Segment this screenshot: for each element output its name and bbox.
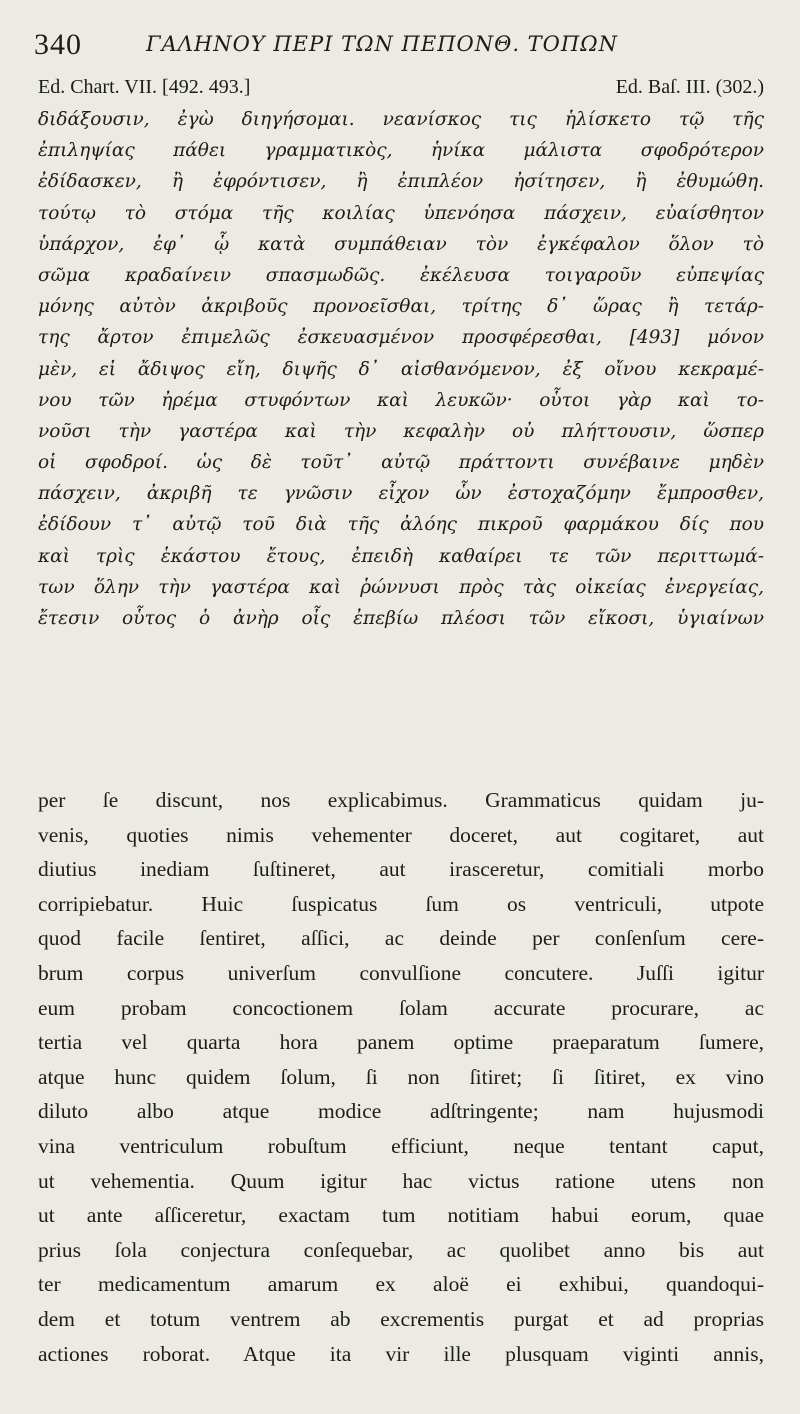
latin-text-line: ut ante aſſiceretur, exactam tum notitiam habui eorum, quae <box>38 1203 764 1228</box>
edition-reference-basel: Ed. Baſ. III. (302.) <box>615 76 764 98</box>
latin-text-block <box>38 783 764 1371</box>
greek-text-line: σῶμα κραδαίνειν σπασμωδῶς. ἐκέλευσα τοιγαροῦν εὐπεψίας <box>38 264 764 286</box>
page-header <box>34 28 764 68</box>
latin-text-line: venis, quoties nimis vehementer doceret, aut cogitaret, aut <box>38 822 764 847</box>
latin-text-line: tertia vel quarta hora panem optime praeparatum ſumere, <box>38 1030 764 1055</box>
edition-reference-chartier: Ed. Chart. VII. [492. 493.] <box>38 76 251 98</box>
latin-text-line: ut vehementia. Quum igitur hac victus ratione utens non <box>38 1168 764 1193</box>
latin-text-line: dem et totum ventrem ab excrementis purgat et ad proprias <box>38 1306 764 1331</box>
greek-text-line: οἱ σφοδροί. ὡς δὲ τοῦτ᾽ αὐτῷ πράττοντι συνέβαινε μηδὲν <box>38 452 764 474</box>
greek-text-block <box>38 104 764 634</box>
edition-reference-row <box>38 76 764 102</box>
greek-text-line: των ὅλην τὴν γαστέρα καὶ ῥώννυσι πρὸς τὰς οἰκείας ἐνεργείας, <box>38 576 764 598</box>
page-number: 340 <box>34 28 82 61</box>
greek-text-line: διδάξουσιν, ἐγὼ διηγήσομαι. νεανίσκος τις ἡλίσκετο τῷ τῆς <box>38 109 764 130</box>
greek-text-line: μὲν, εἰ ἄδιψος εἴη, διψῆς δ᾽ αἰσθανόμενον, ἐξ οἴνου κεκραμέ- <box>38 358 764 380</box>
greek-text-line: καὶ τρὶς ἑκάστου ἔτους, ἐπειδὴ καθαίρει τε τῶν περιττωμά- <box>38 545 764 567</box>
greek-text-line: μόνης αὐτὸν ἀκριβοῦς προνοεῖσθαι, τρίτης δ᾽ ὥρας ἢ τετάρ- <box>38 296 764 318</box>
latin-text-line: eum probam concoctionem ſolam accurate procurare, ac <box>38 995 764 1020</box>
latin-text-line: vina ventriculum robuſtum efficiunt, neque tentant caput, <box>38 1133 764 1158</box>
latin-text-line: actiones roborat. Atque ita vir ille plusquam viginti annis, <box>38 1341 764 1366</box>
latin-text-line: atque hunc quidem ſolum, ſi non ſitiret; ſi ſitiret, ex vino <box>38 1064 764 1089</box>
latin-text-line: per ſe discunt, nos explicabimus. Grammaticus quidam ju- <box>38 788 764 812</box>
greek-text-line: τούτῳ τὸ στόμα τῆς κοιλίας ὑπενόησα πάσχειν, εὐαίσθητον <box>38 202 764 224</box>
greek-text-line: ἔτεσιν οὗτος ὁ ἀνὴρ οἷς ἐπεβίω πλέοσι τῶν εἴκοσι, ὑγιαίνων <box>38 608 764 629</box>
greek-text-line: ἐδίδουν τ᾽ αὐτῷ τοῦ διὰ τῆς ἀλόης πικροῦ φαρμάκου δίς που <box>38 514 764 536</box>
latin-text-line: brum corpus univerſum convulſione concutere. Juſſi igitur <box>38 960 764 985</box>
latin-text-line: diluto albo atque modice adſtringente; nam hujusmodi <box>38 1099 764 1124</box>
greek-text-line: ἐδίδασκεν, ἢ ἐφρόντισεν, ἢ ἐπιπλέον ἠσίτησεν, ἢ ἐθυμώθη. <box>38 171 764 193</box>
greek-text-line: νοῦσι τὴν γαστέρα καὶ τὴν κεφαλὴν οὐ πλήττουσιν, ὥσπερ <box>38 420 764 442</box>
greek-text-line: της ἄρτον ἐπιμελῶς ἐσκευασμένον προσφέρεσθαι, [493] μόνον <box>38 327 764 349</box>
latin-text-line: prius ſola conjectura conſequebar, ac quolibet anno bis aut <box>38 1237 764 1262</box>
greek-text-line: ἐπιληψίας πάθει γραμματικὸς, ἡνίκα μάλιστα σφοδρότερον <box>38 140 764 162</box>
latin-text-line: quod facile ſentiret, aſſici, ac deinde per conſenſum cere- <box>38 926 764 951</box>
greek-text-line: ὑπάρχον, ἐφ᾽ ᾧ κατὰ συμπάθειαν τὸν ἐγκέφαλον ὅλον τὸ <box>38 233 764 255</box>
latin-text-line: ter medicamentum amarum ex aloë ei exhibui, quandoqui- <box>38 1272 764 1297</box>
running-title: ΓΑΛΗΝΟΥ ΠΕΡΙ ΤΩΝ ΠΕΠΟΝΘ. ΤΟΠΩΝ <box>146 32 618 56</box>
latin-text-line: diutius inediam ſuſtineret, aut irasceretur, comitiali morbo <box>38 857 764 882</box>
greek-text-line: πάσχειν, ἀκριβῆ τε γνῶσιν εἶχον ὧν ἐστοχαζόμην ἔμπροσθεν, <box>38 483 764 505</box>
greek-text-line: νου τῶν ἠρέμα στυφόντων καὶ λευκῶν· οὗτοι γὰρ καὶ το- <box>38 389 764 411</box>
latin-text-line: corripiebatur. Huic ſuspicatus ſum os ventriculi, utpote <box>38 891 764 916</box>
